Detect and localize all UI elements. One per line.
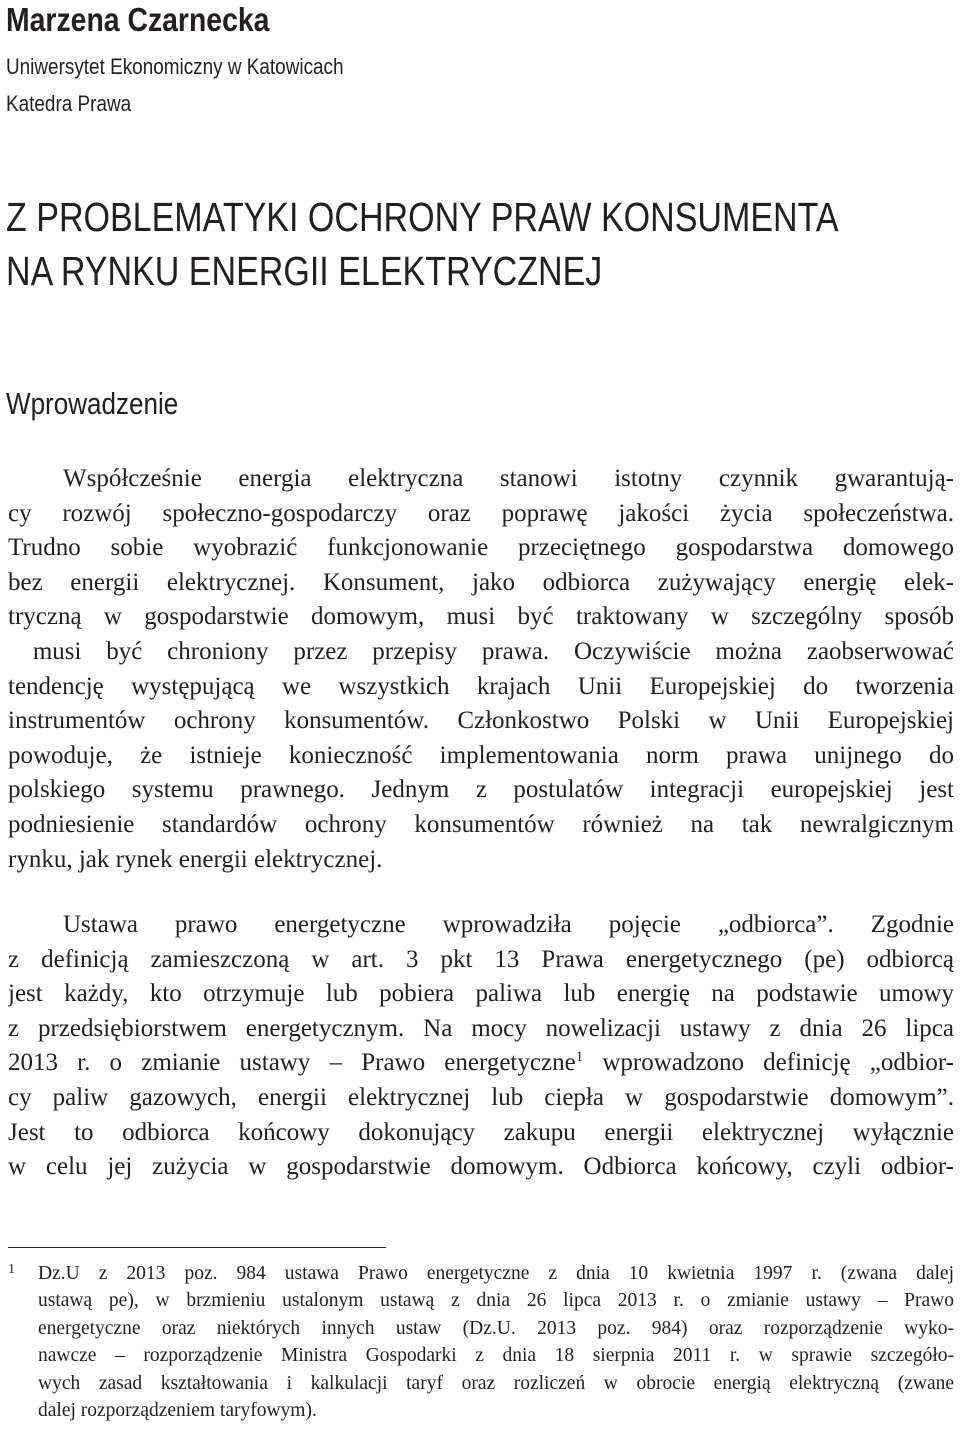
author-department: Katedra Prawa	[6, 91, 132, 116]
section-heading: Wprowadzenie	[6, 386, 179, 421]
text-line: Jest to odbiorca końcowy dokonujący zakupu energii elektrycznej wyłącznie	[8, 1118, 954, 1146]
text-line: tendencję występującą we wszystkich krajach Unii Europejskiej do tworzenia	[8, 672, 954, 700]
text-line: powoduje, że istnieje konieczność implementowania norm prawa unijnego do	[8, 741, 954, 769]
footnote-line: nawcze – rozporządzenie Ministra Gospodarki z dnia 18 sierpnia 2011 r. w sprawie szczegóło-	[38, 1345, 954, 1367]
text-line: Trudno sobie wyobrazić funkcjonowanie przeciętnego gospodarstwa domowego	[8, 534, 954, 562]
footnote-separator	[8, 1247, 386, 1248]
footnote-reference[interactable]: 1	[575, 1049, 584, 1066]
footnote-line: Dz.U z 2013 poz. 984 ustawa Prawo energetyczne z dnia 10 kwietnia 1997 r. (zwana dalej	[38, 1263, 954, 1284]
body-paragraph-1	[8, 462, 954, 877]
footnote-mark: 1	[8, 1262, 15, 1277]
text-segment: 2013 r. o zmianie ustawy – Prawo energetyczne	[8, 1049, 576, 1077]
footnote-text	[38, 1260, 954, 1424]
text-line: z definicją zamieszczoną w art. 3 pkt 13 Prawa energetycznego (pe) odbiorcą	[8, 945, 954, 973]
author-name: Marzena Czarnecka	[6, 1, 270, 38]
text-line: tryczną w gospodarstwie domowym, musi być traktowany w szczególny sposób	[8, 603, 954, 631]
text-line-with-footnote-ref	[8, 1046, 954, 1081]
body-paragraph-2	[8, 908, 954, 1185]
text-segment: wprowadzono definicję „odbior-	[583, 1049, 954, 1077]
text-line: jest każdy, kto otrzymuje lub pobiera paliwa lub energię na podstawie umowy	[8, 980, 954, 1008]
article-title-line: Z PROBLEMATYKI OCHRONY PRAW KONSUMENTA	[6, 194, 839, 240]
article-title-line: NA RYNKU ENERGII ELEKTRYCZNEJ	[6, 248, 603, 294]
text-line: cy paliw gazowych, energii elektrycznej lub ciepła w gospodarstwie domowym”.	[8, 1083, 954, 1111]
text-line: cy rozwój społeczno-gospodarczy oraz poprawę jakości życia społeczeństwa.	[8, 499, 954, 527]
text-line: Ustawa prawo energetyczne wprowadziła pojęcie „odbiorca”. Zgodnie	[63, 911, 954, 938]
text-line: musi być chroniony przez przepisy prawa. Oczywiście można zaobserwować	[8, 637, 954, 665]
footnote-line: ustawą pe), w brzmieniu ustalonym ustawą z dnia 26 lipca 2013 r. o zmianie ustawy – Prawo	[38, 1290, 954, 1312]
text-line: Współcześnie energia elektryczna stanowi istotny czynnik gwarantują-	[63, 465, 954, 492]
footnote-line: wych zasad kształtowania i kalkulacji taryf oraz rozliczeń w obrocie energią elektryczną (zwane	[38, 1372, 954, 1394]
text-line: polskiego systemu prawnego. Jednym z postulatów integracji europejskiej jest	[8, 776, 954, 804]
text-line: w celu jej zużycia w gospodarstwie domowym. Odbiorca końcowy, czyli odbior-	[8, 1153, 954, 1181]
article-title	[6, 190, 839, 298]
text-line: podniesienie standardów ochrony konsumentów również na tak newralgicznym	[8, 810, 954, 838]
text-line: rynku, jak rynek energii elektrycznej.	[8, 845, 383, 873]
footnote	[8, 1260, 954, 1424]
author-university: Uniwersytet Ekonomiczny w Katowicach	[6, 54, 344, 79]
footnote-line: energetyczne oraz niektórych innych ustaw (Dz.U. 2013 poz. 984) oraz rozporządzenie wyko-	[38, 1317, 954, 1339]
text-line: z przedsiębiorstwem energetycznym. Na mocy nowelizacji ustawy z dnia 26 lipca	[8, 1014, 954, 1042]
text-line: instrumentów ochrony konsumentów. Członkostwo Polski w Unii Europejskiej	[8, 707, 954, 735]
text-line: bez energii elektrycznej. Konsument, jako odbiorca zużywający energię elek-	[8, 568, 954, 596]
footnote-line: dalej rozporządzeniem taryfowym).	[38, 1400, 317, 1422]
